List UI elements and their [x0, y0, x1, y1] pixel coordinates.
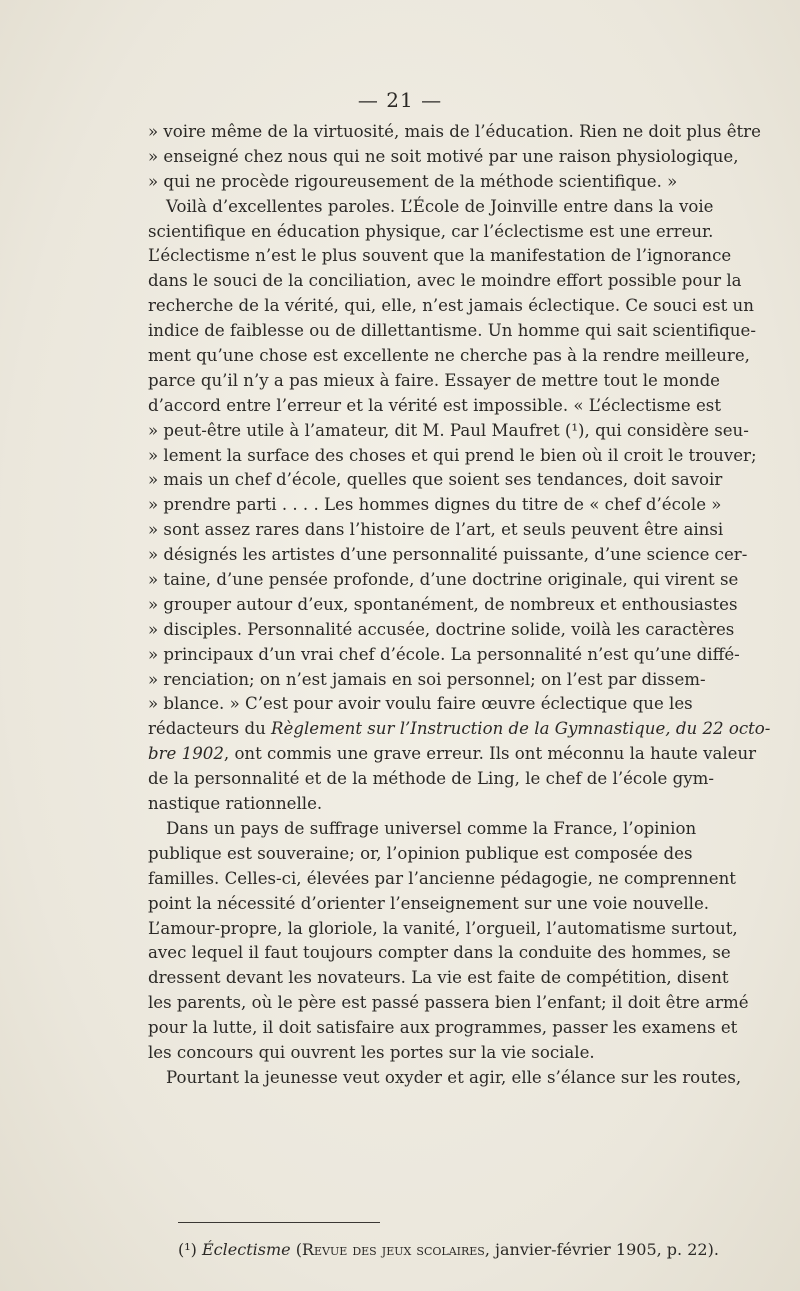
text-line: point la nécessité d’orienter l’enseignement sur une voie nouvelle. — [148, 893, 710, 913]
text-line: indice de faiblesse ou de dillettantisme. Un homme qui sait scientifique- — [148, 321, 756, 341]
text-line: les parents, où le père est passé passera bien l’enfant; il doit être armé — [148, 993, 749, 1013]
text-line: Dans un pays de suffrage universel comme la France, l’opinion — [166, 818, 697, 838]
text-line: publique est souveraine; or, l’opinion publique est composée des — [148, 843, 693, 863]
footnote-title: Éclectisme — [202, 1240, 291, 1259]
text-line: » principaux d’un vrai chef d’école. La personnalité n’est qu’une diffé- — [148, 644, 740, 664]
text-line: » mais un chef d’école, quelles que soient ses tendances, doit savoir — [148, 470, 723, 490]
body-text — [148, 120, 771, 1091]
text-line: les concours qui ouvrent les portes sur la vie sociale. — [148, 1042, 595, 1062]
footnote-marker: (¹) — [178, 1240, 197, 1259]
text-line: dans le souci de la conciliation, avec le moindre effort possible pour la — [148, 271, 742, 291]
footnote-source: (Revue des jeux scolaires, — [295, 1240, 490, 1259]
footnote-divider — [178, 1222, 380, 1223]
text-line: » grouper autour d’eux, spontanément, de nombreux et enthousiastes — [148, 594, 738, 614]
text-line: L’éclectisme n’est le plus souvent que la manifestation de l’ignorance — [148, 246, 732, 266]
text-line: » lement la surface des choses et qui prend le bien où il croit le trouver; — [148, 445, 757, 465]
text-line: familles. Celles-ci, élevées par l’ancienne pédagogie, ne comprennent — [148, 868, 736, 888]
text-line: avec lequel il faut toujours compter dans la conduite des hommes, se — [148, 943, 731, 963]
page-number: — 21 — — [357, 88, 443, 112]
text-line: » taine, d’une pensée profonde, d’une doctrine originale, qui virent se — [148, 570, 739, 590]
text-line: Pourtant la jeunesse veut oxyder et agir, elle s’élance sur les routes, — [166, 1067, 742, 1087]
text-line: ment qu’une chose est excellente ne cherche pas à la rendre meilleure, — [148, 346, 750, 366]
text-line: » enseigné chez nous qui ne soit motivé par une raison physiologique, — [148, 146, 739, 166]
text-line: » sont assez rares dans l’histoire de l’art, et seuls peuvent être ainsi — [148, 520, 724, 540]
text-line: » peut-être utile à l’amateur, dit M. Paul Maufret (¹), qui considère seu- — [148, 420, 749, 440]
text-line: » qui ne procède rigoureusement de la méthode scientifique. » — [148, 171, 678, 191]
text-line: Voilà d’excellentes paroles. L’École de Joinville entre dans la voie — [166, 196, 714, 216]
text-line: parce qu’il n’y a pas mieux à faire. Essayer de mettre tout le monde — [148, 370, 721, 390]
text-line: » blance. » C’est pour avoir voulu faire œuvre éclectique que les — [148, 694, 693, 714]
footnote — [178, 1240, 719, 1259]
text-line: » renciation; on n’est jamais en soi personnel; on l’est par dissem- — [148, 669, 706, 689]
text-line: de la personnalité et de la méthode de Ling, le chef de l’école gym- — [148, 769, 714, 789]
text-line: pour la lutte, il doit satisfaire aux programmes, passer les examens et — [148, 1018, 738, 1038]
text-line: nastique rationnelle. — [148, 794, 323, 814]
text-line: bre 1902, ont commis une grave erreur. Ils ont méconnu la haute valeur — [148, 744, 757, 764]
text-line: L’amour-propre, la gloriole, la vanité, l’orgueil, l’automatisme surtout, — [148, 918, 738, 938]
footnote-date: janvier-février 1905, p. 22). — [495, 1240, 719, 1259]
text-line: rédacteurs du Règlement sur l’Instruction de la Gymnastique, du 22 octo- — [148, 719, 771, 739]
text-line: recherche de la vérité, qui, elle, n’est jamais éclectique. Ce souci est un — [148, 296, 754, 316]
text-line: d’accord entre l’erreur et la vérité est impossible. « L’éclectisme est — [148, 395, 721, 415]
text-line: dressent devant les novateurs. La vie est faite de compétition, disent — [148, 968, 729, 988]
text-line: » disciples. Personnalité accusée, doctrine solide, voilà les caractères — [148, 619, 735, 639]
text-line: » prendre parti . . . . Les hommes dignes du titre de « chef d’école » — [148, 495, 722, 515]
text-line: » voire même de la virtuosité, mais de l’éducation. Rien ne doit plus être — [148, 122, 761, 141]
text-line: » désignés les artistes d’une personnalité puissante, d’une science cer- — [148, 545, 748, 565]
text-line: scientifique en éducation physique, car l’éclectisme est une erreur. — [148, 221, 714, 241]
